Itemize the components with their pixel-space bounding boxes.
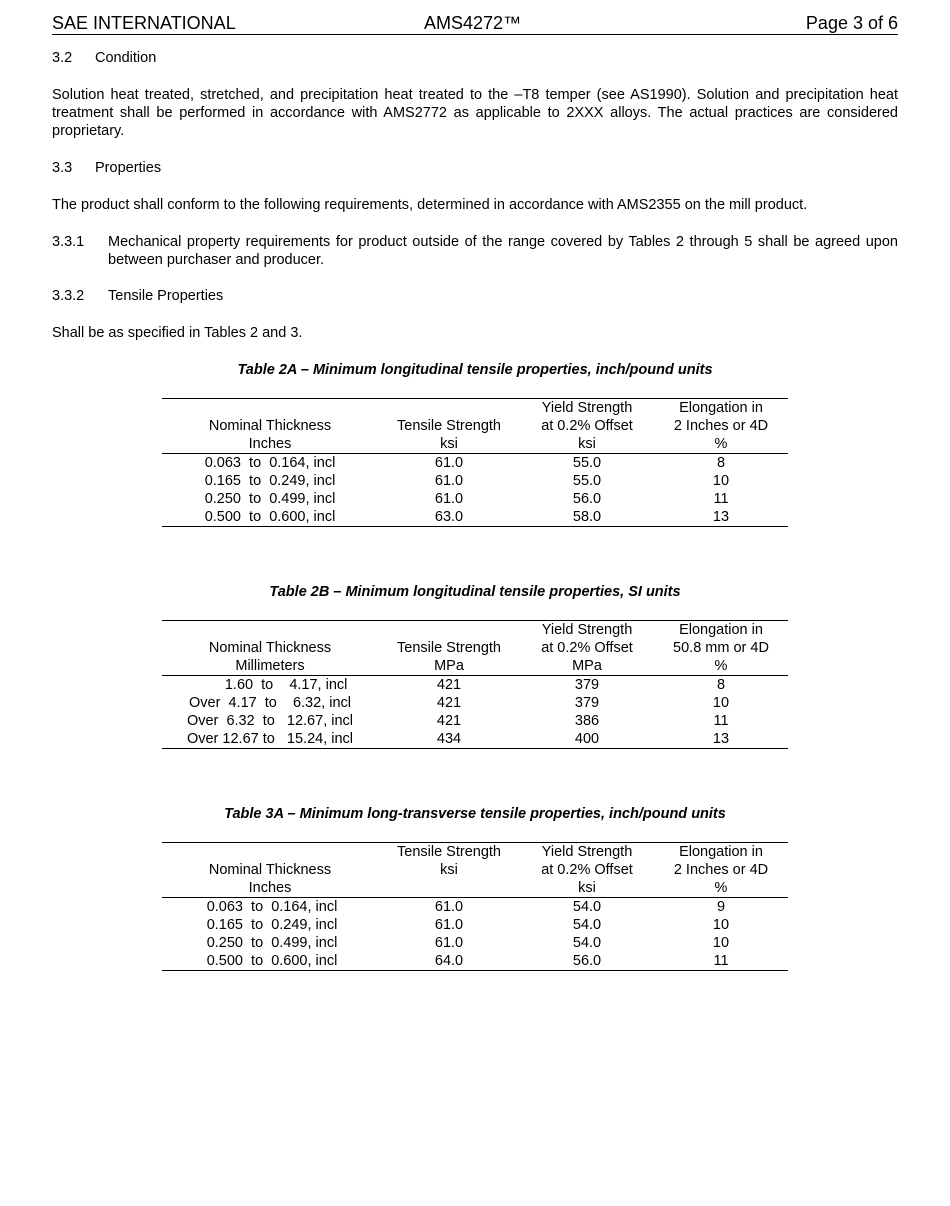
header-elongation-line2: 2 Inches or 4D [673, 862, 769, 878]
yield-cell: 55.0 [572, 473, 602, 489]
table-3a [162, 842, 788, 971]
tensile-cell: 421 [436, 677, 462, 693]
header-thickness-line2: Inches [162, 435, 378, 454]
header-elongation-line1: Elongation in [679, 400, 763, 416]
header-yield-line2: at 0.2% Offset [541, 640, 633, 656]
header-yield-line3: ksi [520, 879, 654, 898]
elongation-cell: 8 [716, 677, 726, 693]
thickness-cell: Over 12.67 to 15.24, incl [186, 731, 354, 747]
header-yield-line1: Yield Strength [541, 400, 633, 416]
header-tensile-line1: Tensile Strength [397, 844, 501, 860]
section-number: 3.3.2 [52, 288, 85, 304]
header-elongation-line1: Elongation in [679, 622, 763, 638]
yield-cell: 54.0 [572, 899, 602, 915]
table-row [162, 694, 788, 712]
tensile-cell: 61.0 [434, 473, 464, 489]
thickness-cell: 0.500 to 0.600, incl [202, 953, 338, 969]
header-thickness-line2: Inches [162, 879, 378, 898]
yield-cell: 54.0 [572, 935, 602, 951]
header-elongation-line1: Elongation in [679, 844, 763, 860]
tensile-cell: 61.0 [434, 491, 464, 507]
header-tensile-line2: ksi [440, 862, 458, 878]
yield-cell: 58.0 [572, 509, 602, 525]
table-row [162, 454, 788, 473]
table-row [162, 490, 788, 508]
thickness-cell: 0.500 to 0.600, incl [204, 509, 336, 525]
section-3-3-2-body: Shall be as specified in Tables 2 and 3. [52, 325, 303, 341]
section-title: Condition [95, 50, 157, 66]
section-3-3-2-heading [52, 287, 898, 305]
elongation-cell: 10 [712, 917, 730, 933]
header-yield-line1: Yield Strength [541, 844, 633, 860]
tensile-cell: 434 [436, 731, 462, 747]
table-2a [162, 398, 788, 527]
header-thickness-line2: Millimeters [162, 657, 378, 676]
section-3-3-heading [52, 159, 898, 177]
table-row [162, 730, 788, 749]
thickness-cell: 0.250 to 0.499, incl [202, 935, 338, 951]
yield-cell: 400 [574, 731, 600, 747]
header-elongation-line2: 50.8 mm or 4D [673, 640, 769, 656]
elongation-cell: 11 [713, 953, 729, 969]
yield-cell: 54.0 [572, 917, 602, 933]
elongation-cell: 9 [716, 899, 726, 915]
elongation-cell: 11 [713, 491, 729, 507]
header-org: SAE INTERNATIONAL [52, 13, 236, 33]
thickness-cell: 0.165 to 0.249, incl [202, 917, 338, 933]
header-elongation-line3: % [654, 435, 788, 454]
thickness-cell: Over 6.32 to 12.67, incl [186, 713, 354, 729]
yield-cell: 379 [574, 695, 600, 711]
thickness-cell: 0.063 to 0.164, incl [204, 455, 336, 471]
header-thickness-line1: Nominal Thickness [208, 862, 332, 878]
header-tensile-line1: Tensile Strength [397, 418, 501, 434]
section-number: 3.2 [52, 50, 73, 66]
thickness-cell: 1.60 to 4.17, incl [192, 677, 348, 693]
elongation-cell: 10 [712, 473, 730, 489]
elongation-cell: 13 [712, 731, 730, 747]
tensile-cell: 421 [436, 695, 462, 711]
header-yield-line1: Yield Strength [541, 622, 633, 638]
tensile-cell: 63.0 [434, 509, 464, 525]
elongation-cell: 11 [713, 713, 729, 729]
section-body: Mechanical property requirements for product outside of the range covered by Tables 2 through 5 shall be agreed upon between purchaser and producer. [108, 234, 898, 268]
header-elongation-line2: 2 Inches or 4D [673, 418, 769, 434]
elongation-cell: 10 [712, 935, 730, 951]
header-elongation-line3: % [654, 879, 788, 898]
tensile-cell: 61.0 [434, 899, 464, 915]
table-row [162, 952, 788, 971]
section-title: Tensile Properties [108, 288, 224, 304]
header-thickness-line1: Nominal Thickness [208, 418, 332, 434]
section-3-2-body: Solution heat treated, stretched, and precipitation heat treated to the –T8 temper (see AS1990). Solution and precipitation heat treatment shall be performed in accordance with AMS2772 as applicable to 2XXX alloys. The actual practices are considered proprietary. [52, 87, 898, 139]
table-2a-caption: Table 2A – Minimum longitudinal tensile properties, inch/pound units [237, 362, 713, 378]
header-tensile-line1: Tensile Strength [397, 640, 501, 656]
header-yield-line3: ksi [520, 435, 654, 454]
header-yield-line2: at 0.2% Offset [541, 418, 633, 434]
tensile-cell: 61.0 [434, 935, 464, 951]
table-row [162, 934, 788, 952]
tensile-cell: 421 [436, 713, 462, 729]
yield-cell: 55.0 [572, 455, 602, 471]
header-thickness-line1: Nominal Thickness [208, 640, 332, 656]
yield-cell: 379 [574, 677, 600, 693]
elongation-cell: 8 [716, 455, 726, 471]
thickness-cell: 0.165 to 0.249, incl [204, 473, 336, 489]
elongation-cell: 13 [712, 509, 730, 525]
header-tensile-line2: ksi [378, 435, 520, 454]
section-3-3-1 [52, 233, 898, 269]
section-3-2-heading [52, 49, 898, 67]
table-row [162, 508, 788, 527]
table-row [162, 712, 788, 730]
section-title: Properties [95, 160, 162, 176]
table-row [162, 676, 788, 695]
header-tensile-line2: MPa [378, 657, 520, 676]
header-yield-line3: MPa [520, 657, 654, 676]
table-row [162, 916, 788, 934]
elongation-cell: 10 [712, 695, 730, 711]
header-elongation-line3: % [654, 657, 788, 676]
tensile-cell: 61.0 [434, 917, 464, 933]
table-row [162, 898, 788, 917]
table-row [162, 472, 788, 490]
section-number: 3.3 [52, 160, 73, 176]
thickness-cell: Over 4.17 to 6.32, incl [189, 695, 351, 711]
table-2b [162, 620, 788, 749]
thickness-cell: 0.250 to 0.499, incl [204, 491, 336, 507]
table-2b-caption: Table 2B – Minimum longitudinal tensile properties, SI units [269, 584, 681, 600]
table-3a-caption: Table 3A – Minimum long-transverse tensile properties, inch/pound units [224, 806, 726, 822]
tensile-cell: 61.0 [434, 455, 464, 471]
yield-cell: 56.0 [572, 491, 602, 507]
section-number: 3.3.1 [52, 234, 85, 250]
tensile-cell: 64.0 [434, 953, 464, 969]
header-doc-id: AMS4272™ [424, 13, 522, 33]
thickness-cell: 0.063 to 0.164, incl [202, 899, 338, 915]
section-3-3-body: The product shall conform to the following requirements, determined in accordance with AMS2355 on the mill product. [52, 197, 808, 213]
yield-cell: 386 [574, 713, 600, 729]
yield-cell: 56.0 [572, 953, 602, 969]
header-yield-line2: at 0.2% Offset [541, 862, 633, 878]
page-header [52, 13, 898, 35]
header-page-number: Page 3 of 6 [805, 13, 898, 33]
